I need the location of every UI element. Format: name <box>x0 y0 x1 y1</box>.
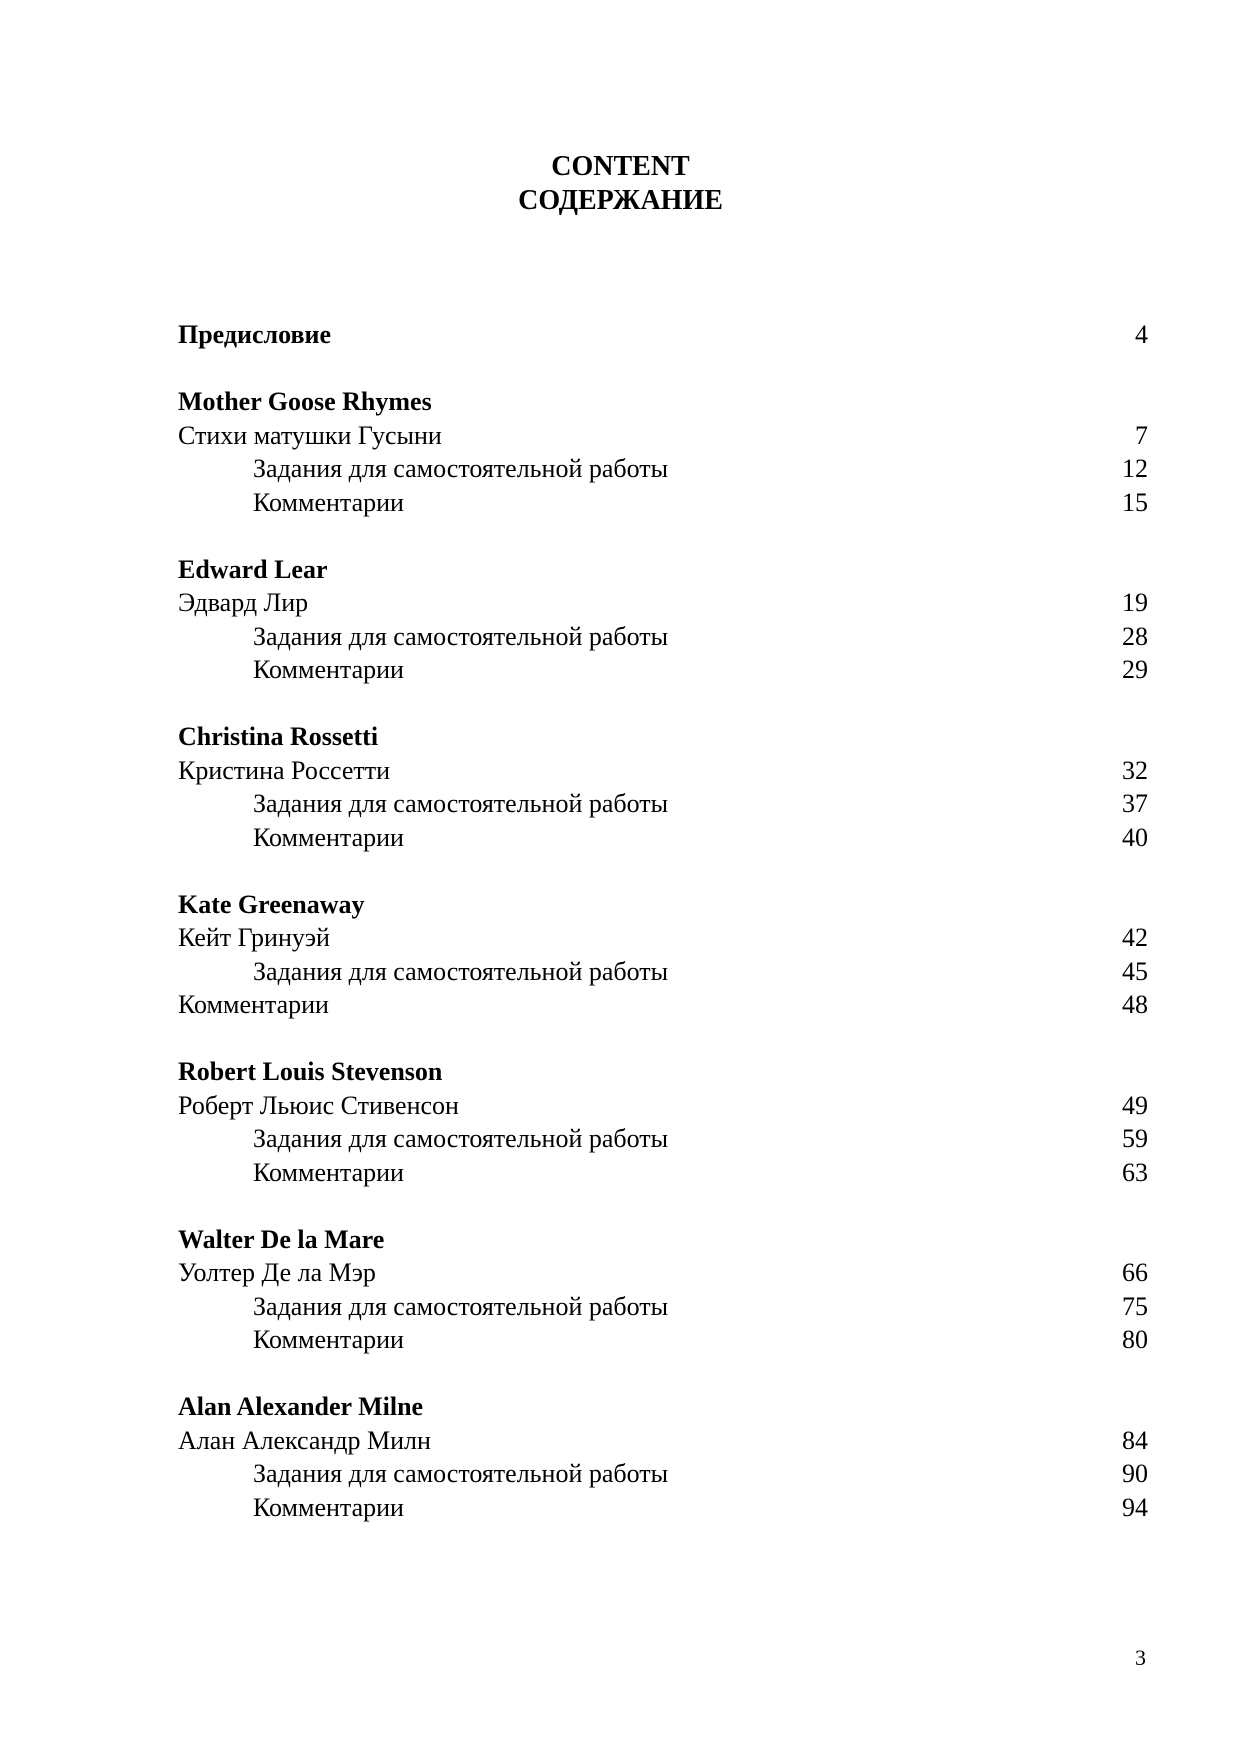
toc-entry-label: Комментарии <box>253 1325 404 1354</box>
toc-entry-page: 94 <box>1122 1492 1148 1522</box>
toc-entry-main[interactable] <box>178 1089 1148 1123</box>
toc-entry-tasks[interactable] <box>178 452 1148 486</box>
page-subtitle: СОДЕРЖАНИЕ <box>518 185 723 216</box>
toc-entry-label: Стихи матушки Гусыни <box>178 420 442 450</box>
toc-entry-comments[interactable] <box>178 988 1148 1022</box>
toc-section-heading: Edward Lear <box>178 554 328 584</box>
toc-entry-main[interactable] <box>178 419 1148 453</box>
toc-entry-tasks[interactable] <box>178 1290 1148 1324</box>
toc-entry-comments[interactable] <box>178 1156 1148 1190</box>
toc-entry-label: Комментарии <box>253 487 404 517</box>
toc-entry-label: Предисловие <box>178 320 332 349</box>
toc-entry-page: 49 <box>1122 1090 1148 1120</box>
toc-entry-page: 37 <box>1122 789 1148 818</box>
toc-entry-page: 80 <box>1122 1325 1148 1354</box>
toc-entry-main[interactable] <box>178 1256 1148 1290</box>
toc-entry-comments[interactable] <box>178 821 1148 855</box>
toc-entry-label: Кейт Гринуэй <box>178 923 330 952</box>
toc-entry-tasks[interactable] <box>178 787 1148 821</box>
toc-entry-label: Задания для самостоятельной работы <box>253 1291 669 1321</box>
page-title: CONTENT <box>551 151 690 182</box>
toc-section-heading: Kate Greenaway <box>178 889 365 919</box>
toc-section-heading: Alan Alexander Milne <box>178 1392 424 1421</box>
toc-entry-label: Задания для самостоятельной работы <box>253 956 669 986</box>
toc-entry-comments[interactable] <box>178 486 1148 520</box>
toc-entry-page: 42 <box>1122 923 1148 952</box>
toc-entry-page: 32 <box>1122 755 1148 785</box>
toc-entry-label: Комментарии <box>253 822 404 852</box>
toc-entry-page: 29 <box>1122 655 1148 684</box>
toc-section-heading: Robert Louis Stevenson <box>178 1057 443 1086</box>
toc-entry-label: Комментарии <box>253 1157 404 1187</box>
toc-entry-label: Кристина Россетти <box>178 755 391 785</box>
toc-entry-page: 45 <box>1122 956 1148 986</box>
toc-entry-label: Алан Александр Милн <box>178 1425 431 1455</box>
toc-entry-comments[interactable] <box>178 1323 1148 1357</box>
toc-entry-comments[interactable] <box>178 1491 1148 1525</box>
toc-entry-comments[interactable] <box>178 653 1148 687</box>
toc-entry-page: 59 <box>1122 1124 1148 1153</box>
toc-entry-main[interactable] <box>178 1424 1148 1458</box>
toc-entry-page: 90 <box>1122 1459 1148 1488</box>
toc-entry-label: Роберт Льюис Стивенсон <box>178 1090 459 1120</box>
toc-entry-label: Уолтер Де ла Мэр <box>178 1258 376 1287</box>
toc-entry-page: 4 <box>1135 320 1148 349</box>
toc-entry-main[interactable] <box>178 754 1148 788</box>
toc-entry-page: 63 <box>1122 1157 1148 1187</box>
table-of-contents <box>178 318 1148 1524</box>
toc-entry-main[interactable] <box>178 586 1148 620</box>
toc-entry-page: 19 <box>1122 588 1148 617</box>
toc-entry-label: Задания для самостоятельной работы <box>253 454 669 483</box>
toc-entry-page: 15 <box>1122 487 1148 517</box>
toc-entry-page: 66 <box>1122 1258 1148 1287</box>
toc-entry-main[interactable] <box>178 921 1148 955</box>
toc-entry-label: Задания для самостоятельной работы <box>253 1459 669 1488</box>
toc-section-heading: Walter De la Mare <box>178 1224 385 1254</box>
toc-entry-tasks[interactable] <box>178 620 1148 654</box>
toc-entry-label: Эдвард Лир <box>178 588 309 617</box>
toc-entry-label: Комментарии <box>253 1492 404 1522</box>
toc-entry-preface[interactable] <box>178 318 1148 352</box>
toc-entry-page: 28 <box>1122 621 1148 651</box>
toc-entry-page: 84 <box>1122 1425 1148 1455</box>
toc-entry-page: 12 <box>1122 454 1148 483</box>
toc-section-heading: Mother Goose Rhymes <box>178 387 432 416</box>
toc-entry-page: 7 <box>1135 420 1148 450</box>
toc-entry-label: Комментарии <box>178 990 329 1019</box>
toc-entry-tasks[interactable] <box>178 1457 1148 1491</box>
toc-entry-tasks[interactable] <box>178 955 1148 989</box>
toc-entry-tasks[interactable] <box>178 1122 1148 1156</box>
page-number: 3 <box>1135 1645 1146 1670</box>
toc-entry-label: Комментарии <box>253 655 404 684</box>
toc-entry-page: 48 <box>1122 990 1148 1019</box>
toc-section-heading: Christina Rossetti <box>178 722 379 751</box>
toc-entry-page: 75 <box>1122 1291 1148 1321</box>
toc-entry-label: Задания для самостоятельной работы <box>253 621 669 651</box>
toc-entry-page: 40 <box>1122 822 1148 852</box>
toc-entry-label: Задания для самостоятельной работы <box>253 1124 669 1153</box>
toc-entry-label: Задания для самостоятельной работы <box>253 789 669 818</box>
